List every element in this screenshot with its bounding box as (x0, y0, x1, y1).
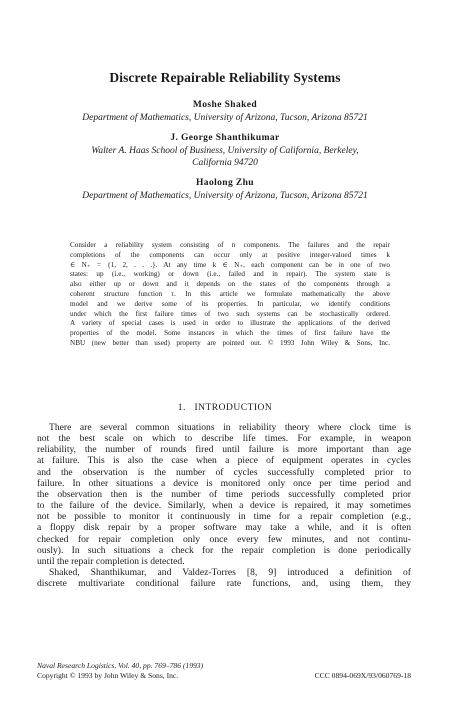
affiliation-line: California 94720 (192, 158, 258, 168)
body-line: until the repair completion is detected. (37, 555, 185, 567)
body-line: and the observation is the number of cycles successfully completed prior to (37, 466, 411, 478)
paper-title: Discrete Repairable Reliability Systems (109, 70, 341, 85)
affiliation-line: Walter A. Haas School of Business, University of California, Berkeley, (91, 146, 359, 156)
abstract-line: under which the first failure times of two such systems can be stochastically ordered. (70, 309, 390, 318)
abstract-line: A variety of special cases is used in order to illustrate the applications of the derived (70, 319, 390, 328)
section-heading-text: INTRODUCTION (194, 403, 273, 413)
page-footer (37, 661, 411, 680)
author-name-2: J. George Shanthikumar (170, 133, 280, 143)
abstract-line: states: up (i.e., working) or down (i.e., failed and in repair). The system state is (70, 270, 390, 279)
body-line: ously). In such situations a check for the repair completion is done periodically (37, 544, 411, 556)
author-affiliation-2 (0, 145, 450, 169)
abstract-line: properties of the model. Some instances in which the times of first failure have the (70, 329, 390, 338)
body-line: discrete multivariate conditional failure rate functions, and, using them, they (37, 578, 411, 590)
abstract-line: completions of the components can occur only at positive integer-valued times k (70, 250, 390, 259)
journal-citation: Naval Research Logistics, Vol. 40, pp. 769–786 (1993) (37, 661, 204, 670)
ccc-code: CCC 0894-069X/93/060769-18 (314, 670, 411, 680)
body-line: at failure. This is also the case when a piece of equipment operates in cycles (37, 455, 411, 467)
author-name-1: Moshe Shaked (192, 100, 258, 110)
abstract-line: ∈ N₊ = {1, 2, . . .}. At any time k ∈ N₊, each component can be in one of two (70, 260, 390, 269)
affiliation-line: Department of Mathematics, University of Arizona, Tucson, Arizona 85721 (82, 113, 368, 123)
section-heading (0, 403, 450, 413)
body-line: the observation then is the number of time periods successfully completed prior (37, 488, 411, 500)
body-line: reliability, the number of rounds fired until failure is more important than age (37, 444, 411, 456)
body-line: failure. In other situations a device is monitored only once per time period and (37, 477, 411, 489)
abstract (70, 241, 390, 349)
author-affiliation-1 (0, 112, 450, 124)
copyright-notice: Copyright © 1993 by John Wiley & Sons, Inc. (37, 670, 179, 680)
body-line: There are several common situations in reliability theory where clock time is (49, 422, 411, 433)
abstract-line: model and we derive some of its properties. In particular, we identify conditions (70, 299, 390, 308)
body-line: a floppy disk repair by a proper software may take a while, and it is often (37, 522, 411, 534)
author-affiliation-3 (0, 190, 450, 202)
section-number: 1. (177, 403, 186, 413)
body-line: not the best scale on which to describe life times. For example, in weapon (37, 433, 411, 445)
body-line: to the failure of the device. Similarly, when a device is repaired, it may sometimes (37, 500, 411, 512)
abstract-line: also either up or down and it depends on the states of the components through a (70, 280, 390, 289)
body-text (37, 422, 411, 589)
abstract-line: Consider a reliability system consisting of n components. The failures and the repair (70, 241, 390, 249)
body-line: checked for repair completion only once every few minutes, and not continu- (37, 533, 411, 545)
abstract-line: NBU (new better than used) property are pointed out. © 1993 John Wiley & Sons, Inc. (70, 338, 390, 347)
abstract-line: coherent structure function τ. In this article we formulate mathematically the above (70, 289, 390, 298)
affiliation-line: Department of Mathematics, University of Arizona, Tucson, Arizona 85721 (82, 191, 368, 201)
author-name-3: Haolong Zhu (196, 178, 254, 188)
footer-row (37, 671, 411, 681)
body-line: Shaked, Shanthikumar, and Valdez-Torres [8, 9] introduced a definition of (49, 567, 411, 579)
body-line: not be possible to monitor it continuously in time for a repair completion (e.g., (37, 511, 411, 523)
